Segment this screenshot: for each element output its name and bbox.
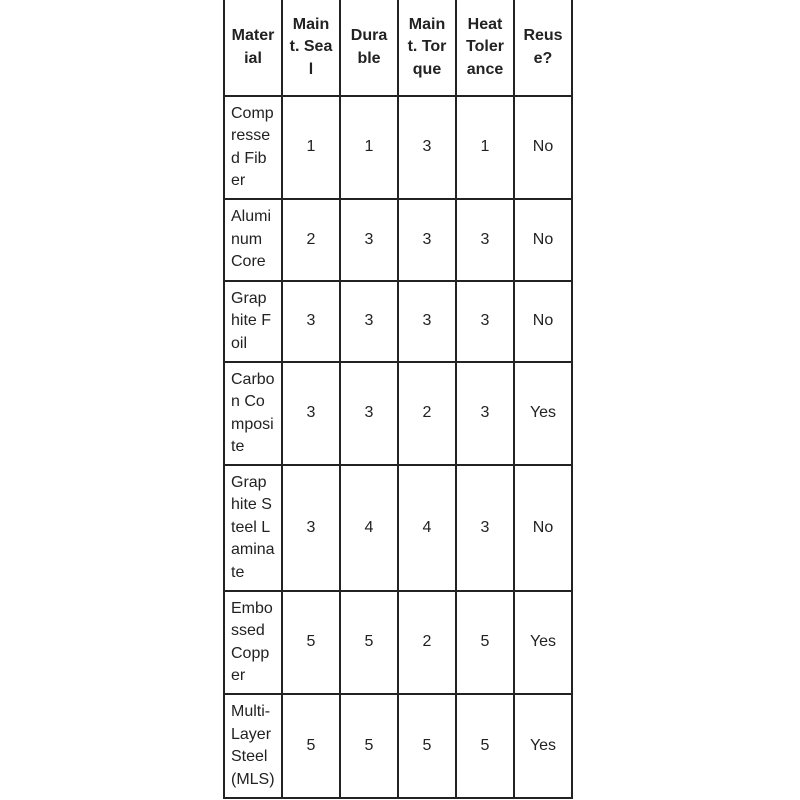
durable-cell: 5 xyxy=(340,694,398,798)
heat-tolerance-cell: 3 xyxy=(456,281,514,362)
material-cell: Graphite Steel Laminate xyxy=(224,465,282,591)
heat-tolerance-cell: 5 xyxy=(456,694,514,798)
column-header-reuse: Reuse? xyxy=(514,0,572,96)
material-cell: Aluminum Core xyxy=(224,199,282,281)
maint-torque-cell: 3 xyxy=(398,281,456,362)
durable-cell: 5 xyxy=(340,591,398,694)
reuse-cell: Yes xyxy=(514,362,572,465)
material-cell: Embossed Copper xyxy=(224,591,282,694)
table-row xyxy=(224,694,572,798)
material-cell: Carbon Composite xyxy=(224,362,282,465)
maint-seal-cell: 2 xyxy=(282,199,340,281)
reuse-cell: No xyxy=(514,465,572,591)
table-row xyxy=(224,96,572,199)
durable-cell: 3 xyxy=(340,281,398,362)
maint-torque-cell: 4 xyxy=(398,465,456,591)
heat-tolerance-cell: 5 xyxy=(456,591,514,694)
maint-seal-cell: 1 xyxy=(282,96,340,199)
table-header-row xyxy=(224,0,572,96)
reuse-cell: No xyxy=(514,199,572,281)
reuse-cell: Yes xyxy=(514,694,572,798)
maint-seal-cell: 5 xyxy=(282,694,340,798)
table-row xyxy=(224,591,572,694)
maint-seal-cell: 3 xyxy=(282,362,340,465)
maint-torque-cell: 5 xyxy=(398,694,456,798)
column-header-maint-torque: Maint. Torque xyxy=(398,0,456,96)
maint-torque-cell: 2 xyxy=(398,591,456,694)
material-cell: Graphite Foil xyxy=(224,281,282,362)
table-row xyxy=(224,281,572,362)
reuse-cell: No xyxy=(514,96,572,199)
maint-torque-cell: 2 xyxy=(398,362,456,465)
maint-torque-cell: 3 xyxy=(398,96,456,199)
material-cell: Compressed Fiber xyxy=(224,96,282,199)
column-header-maint-seal: Maint. Seal xyxy=(282,0,340,96)
table-row xyxy=(224,362,572,465)
heat-tolerance-cell: 3 xyxy=(456,465,514,591)
material-cell: Multi-Layer Steel (MLS) xyxy=(224,694,282,798)
heat-tolerance-cell: 3 xyxy=(456,362,514,465)
table-row xyxy=(224,199,572,281)
maint-seal-cell: 3 xyxy=(282,465,340,591)
column-header-heat-tolerance: Heat Tolerance xyxy=(456,0,514,96)
maint-torque-cell: 3 xyxy=(398,199,456,281)
maint-seal-cell: 5 xyxy=(282,591,340,694)
durable-cell: 3 xyxy=(340,199,398,281)
durable-cell: 4 xyxy=(340,465,398,591)
durable-cell: 3 xyxy=(340,362,398,465)
maint-seal-cell: 3 xyxy=(282,281,340,362)
gasket-comparison-table xyxy=(223,0,573,799)
reuse-cell: Yes xyxy=(514,591,572,694)
heat-tolerance-cell: 3 xyxy=(456,199,514,281)
table-row xyxy=(224,465,572,591)
column-header-durable: Durable xyxy=(340,0,398,96)
durable-cell: 1 xyxy=(340,96,398,199)
heat-tolerance-cell: 1 xyxy=(456,96,514,199)
reuse-cell: No xyxy=(514,281,572,362)
column-header-material: Material xyxy=(224,0,282,96)
